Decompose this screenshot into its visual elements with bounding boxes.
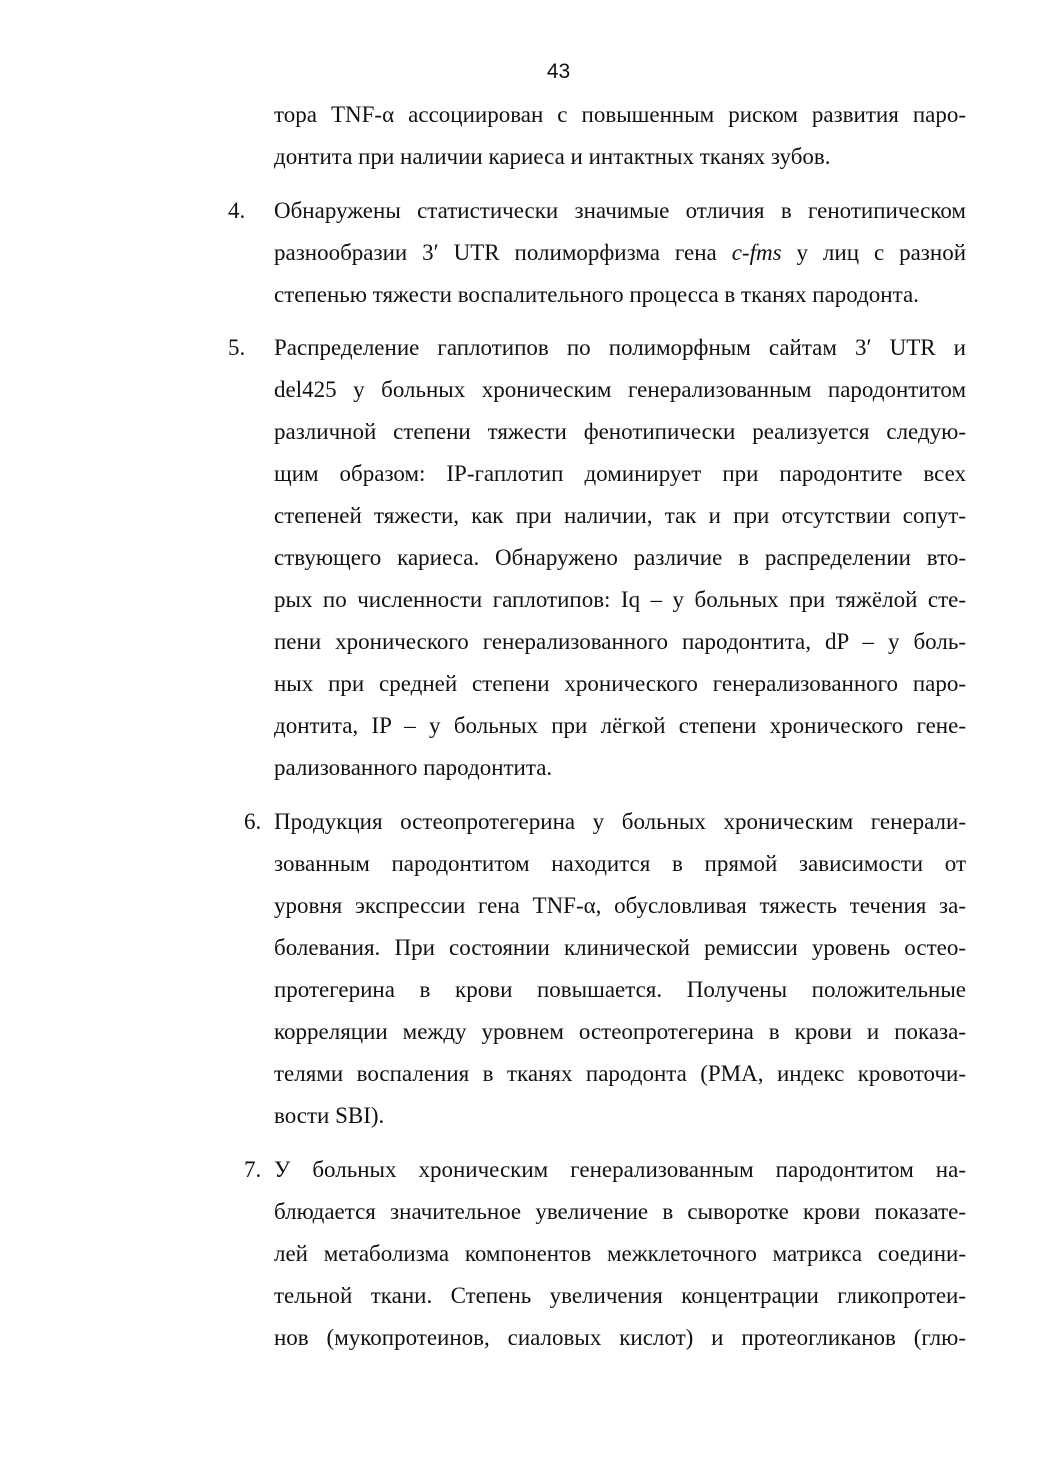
item-3-line: донтита при наличии кариеса и интактных тканях зубов. xyxy=(274,144,831,169)
item-5-line: пени хронического генерализованного пародонтита, dP – у боль- xyxy=(274,629,966,654)
item-5-number: 5. xyxy=(228,335,246,360)
item-4-line: Обнаружены статистически значимые отличия в генотипическом xyxy=(274,198,966,223)
item-5-line: del425 у больных хроническим генерализованным пародонтитом xyxy=(274,377,966,402)
item-6-line: уровня экспрессии гена TNF-α, обусловливая тяжесть течения за- xyxy=(274,893,966,918)
item-7-line: У больных хроническим генерализованным пародонтитом на- xyxy=(274,1157,966,1182)
item-7-line: лей метаболизма компонентов межклеточного матрикса соедини- xyxy=(274,1241,966,1266)
item-7-line: блюдается значительное увеличение в сыворотке крови показате- xyxy=(274,1199,966,1224)
item-4-number: 4. xyxy=(228,198,246,223)
item-4-line xyxy=(274,238,966,268)
item-7-number: 7. xyxy=(244,1157,262,1182)
item-6-line: вости SBI). xyxy=(274,1103,385,1128)
item-6-line: корреляции между уровнем остеопротегерина в крови и показа- xyxy=(274,1019,966,1044)
item-5-line: степеней тяжести, как при наличии, так и при отсутствии сопут- xyxy=(274,503,966,528)
item-6-line: Продукция остеопротегерина у больных хроническим генерали- xyxy=(274,809,966,834)
item-5-line: донтита, IP – у больных при лёгкой степени хронического гене- xyxy=(274,713,966,738)
item-6-line: зованным пародонтитом находится в прямой зависимости от xyxy=(274,851,966,876)
item-5-line: ных при средней степени хронического генерализованного паро- xyxy=(274,671,966,696)
item-4-text: у лиц с разной xyxy=(796,240,967,265)
item-5-line: рализованного пародонтита. xyxy=(274,755,553,780)
item-5-line: Распределение гаплотипов по полиморфным сайтам 3′ UTR и xyxy=(274,335,966,360)
item-6-line: болевания. При состоянии клинической ремиссии уровень остео- xyxy=(274,935,966,960)
item-7-line: нов (мукопротеинов, сиаловых кислот) и протеогликанов (глю- xyxy=(274,1325,966,1350)
item-6-line: телями воспаления в тканях пародонта (PMA, индекс кровоточи- xyxy=(274,1061,966,1086)
item-4-line: степенью тяжести воспалительного процесса в тканях пародонта. xyxy=(274,282,919,307)
item-5-line: ствующего кариеса. Обнаружено различие в распределении вто- xyxy=(274,545,966,570)
item-3-line: тора TNF-α ассоциирован с повышенным риском развития паро- xyxy=(274,102,966,127)
item-7-line: тельной ткани. Степень увеличения концентрации гликопротеи- xyxy=(274,1283,966,1308)
item-6-line: протегерина в крови повышается. Получены положительные xyxy=(274,977,966,1002)
item-4-text: разнообразии 3′ UTR полиморфизма гена xyxy=(274,240,717,265)
item-5-line: рых по численности гаплотипов: Iq – у больных при тяжёлой сте- xyxy=(274,587,966,612)
item-5-line: щим образом: IP-гаплотип доминирует при пародонтите всех xyxy=(274,461,966,486)
item-6-number: 6. xyxy=(244,809,262,834)
gene-name: c-fms xyxy=(731,240,782,265)
page-number: 43 xyxy=(546,60,571,83)
item-5-line: различной степени тяжести фенотипически реализуется следую- xyxy=(274,419,966,444)
